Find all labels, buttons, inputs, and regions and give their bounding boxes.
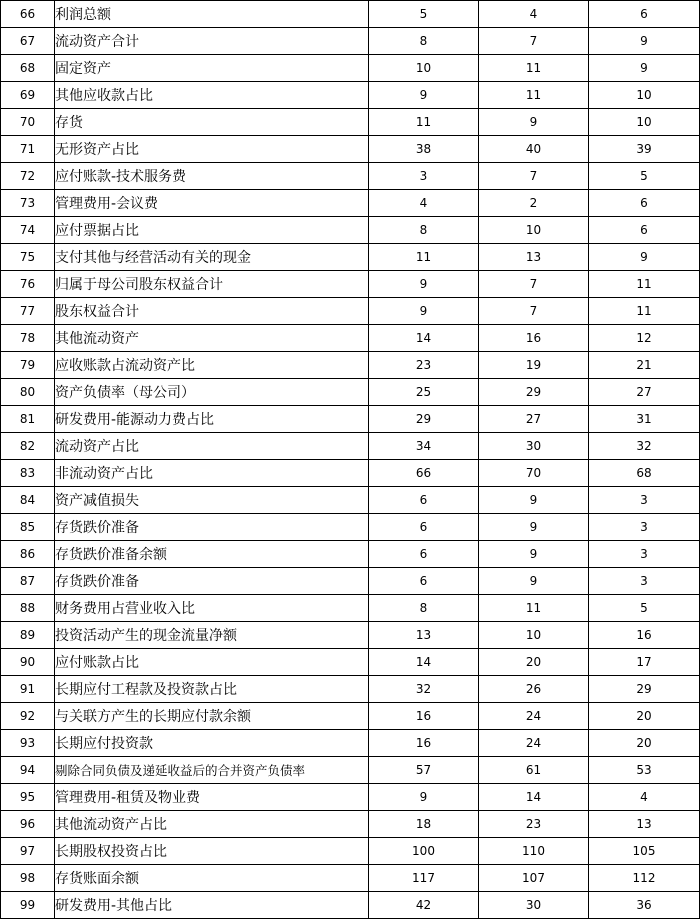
value-cell-col3: 29 xyxy=(589,676,700,703)
value-cell-col2: 110 xyxy=(479,838,589,865)
value-cell-col2: 19 xyxy=(479,352,589,379)
indicator-name-cell: 应付票据占比 xyxy=(55,217,369,244)
row-number-cell: 79 xyxy=(1,352,55,379)
value-cell-col2: 14 xyxy=(479,784,589,811)
value-cell-col2: 9 xyxy=(479,514,589,541)
table-row xyxy=(1,433,700,460)
row-number-cell: 93 xyxy=(1,730,55,757)
value-cell-col3: 9 xyxy=(589,28,700,55)
value-cell-col3: 4 xyxy=(589,784,700,811)
value-cell-col2: 7 xyxy=(479,271,589,298)
value-cell-col3: 39 xyxy=(589,136,700,163)
value-cell-col1: 25 xyxy=(369,379,479,406)
row-number-cell: 94 xyxy=(1,757,55,784)
row-number-cell: 69 xyxy=(1,82,55,109)
indicator-name-cell: 应付账款-技术服务费 xyxy=(55,163,369,190)
value-cell-col1: 4 xyxy=(369,190,479,217)
table-row xyxy=(1,352,700,379)
value-cell-col3: 16 xyxy=(589,622,700,649)
value-cell-col1: 13 xyxy=(369,622,479,649)
table-row xyxy=(1,811,700,838)
indicator-name-cell: 存货跌价准备 xyxy=(55,568,369,595)
value-cell-col1: 14 xyxy=(369,649,479,676)
value-cell-col1: 8 xyxy=(369,595,479,622)
value-cell-col2: 11 xyxy=(479,82,589,109)
table-row xyxy=(1,82,700,109)
value-cell-col2: 29 xyxy=(479,379,589,406)
table-row xyxy=(1,730,700,757)
indicator-name-cell: 投资活动产生的现金流量净额 xyxy=(55,622,369,649)
value-cell-col1: 42 xyxy=(369,892,479,919)
value-cell-col2: 9 xyxy=(479,541,589,568)
indicator-name-cell: 利润总额 xyxy=(55,1,369,28)
value-cell-col1: 32 xyxy=(369,676,479,703)
value-cell-col1: 16 xyxy=(369,703,479,730)
indicator-name-cell: 资产负债率（母公司） xyxy=(55,379,369,406)
row-number-cell: 75 xyxy=(1,244,55,271)
value-cell-col3: 32 xyxy=(589,433,700,460)
table-row xyxy=(1,487,700,514)
value-cell-col3: 10 xyxy=(589,82,700,109)
value-cell-col1: 8 xyxy=(369,28,479,55)
table-row xyxy=(1,163,700,190)
table-row xyxy=(1,244,700,271)
value-cell-col1: 14 xyxy=(369,325,479,352)
row-number-cell: 81 xyxy=(1,406,55,433)
indicator-name-cell: 资产减值损失 xyxy=(55,487,369,514)
table-row xyxy=(1,136,700,163)
indicator-name-cell: 研发费用-能源动力费占比 xyxy=(55,406,369,433)
value-cell-col1: 3 xyxy=(369,163,479,190)
indicator-name-cell: 存货跌价准备余额 xyxy=(55,541,369,568)
value-cell-col3: 3 xyxy=(589,541,700,568)
indicator-name-cell: 应付账款占比 xyxy=(55,649,369,676)
value-cell-col2: 20 xyxy=(479,649,589,676)
indicator-name-cell: 存货账面余额 xyxy=(55,865,369,892)
value-cell-col3: 20 xyxy=(589,730,700,757)
value-cell-col2: 7 xyxy=(479,163,589,190)
value-cell-col3: 5 xyxy=(589,163,700,190)
indicator-name-cell: 管理费用-租赁及物业费 xyxy=(55,784,369,811)
value-cell-col2: 24 xyxy=(479,730,589,757)
indicator-name-cell: 其他流动资产占比 xyxy=(55,811,369,838)
table-row xyxy=(1,892,700,919)
indicator-name-cell: 长期应付投资款 xyxy=(55,730,369,757)
value-cell-col1: 18 xyxy=(369,811,479,838)
table-row xyxy=(1,379,700,406)
row-number-cell: 68 xyxy=(1,55,55,82)
value-cell-col3: 9 xyxy=(589,244,700,271)
row-number-cell: 77 xyxy=(1,298,55,325)
value-cell-col2: 7 xyxy=(479,28,589,55)
row-number-cell: 84 xyxy=(1,487,55,514)
table-row xyxy=(1,676,700,703)
row-number-cell: 72 xyxy=(1,163,55,190)
indicator-name-cell: 无形资产占比 xyxy=(55,136,369,163)
row-number-cell: 73 xyxy=(1,190,55,217)
value-cell-col2: 10 xyxy=(479,217,589,244)
value-cell-col2: 9 xyxy=(479,109,589,136)
row-number-cell: 91 xyxy=(1,676,55,703)
table-row xyxy=(1,406,700,433)
value-cell-col2: 27 xyxy=(479,406,589,433)
table-row xyxy=(1,190,700,217)
value-cell-col1: 29 xyxy=(369,406,479,433)
row-number-cell: 80 xyxy=(1,379,55,406)
value-cell-col1: 57 xyxy=(369,757,479,784)
value-cell-col3: 6 xyxy=(589,1,700,28)
value-cell-col1: 16 xyxy=(369,730,479,757)
value-cell-col2: 11 xyxy=(479,595,589,622)
table-row xyxy=(1,595,700,622)
indicator-name-cell: 剔除合同负债及递延收益后的合并资产负债率 xyxy=(55,757,369,784)
table-row xyxy=(1,649,700,676)
table-row xyxy=(1,784,700,811)
value-cell-col2: 30 xyxy=(479,433,589,460)
value-cell-col1: 9 xyxy=(369,298,479,325)
value-cell-col1: 6 xyxy=(369,514,479,541)
row-number-cell: 74 xyxy=(1,217,55,244)
indicator-name-cell: 研发费用-其他占比 xyxy=(55,892,369,919)
value-cell-col1: 6 xyxy=(369,487,479,514)
value-cell-col1: 8 xyxy=(369,217,479,244)
indicator-name-cell: 流动资产合计 xyxy=(55,28,369,55)
value-cell-col2: 13 xyxy=(479,244,589,271)
value-cell-col3: 105 xyxy=(589,838,700,865)
indicator-name-cell: 存货 xyxy=(55,109,369,136)
value-cell-col2: 61 xyxy=(479,757,589,784)
value-cell-col1: 5 xyxy=(369,1,479,28)
value-cell-col1: 10 xyxy=(369,55,479,82)
row-number-cell: 82 xyxy=(1,433,55,460)
table-row xyxy=(1,757,700,784)
value-cell-col3: 10 xyxy=(589,109,700,136)
indicator-name-cell: 管理费用-会议费 xyxy=(55,190,369,217)
value-cell-col2: 107 xyxy=(479,865,589,892)
value-cell-col1: 11 xyxy=(369,244,479,271)
value-cell-col3: 9 xyxy=(589,55,700,82)
row-number-cell: 76 xyxy=(1,271,55,298)
value-cell-col3: 20 xyxy=(589,703,700,730)
value-cell-col2: 11 xyxy=(479,55,589,82)
row-number-cell: 95 xyxy=(1,784,55,811)
table-row xyxy=(1,541,700,568)
indicator-name-cell: 财务费用占营业收入比 xyxy=(55,595,369,622)
value-cell-col3: 3 xyxy=(589,568,700,595)
table-row xyxy=(1,514,700,541)
table-row xyxy=(1,622,700,649)
table-row xyxy=(1,217,700,244)
value-cell-col3: 53 xyxy=(589,757,700,784)
row-number-cell: 98 xyxy=(1,865,55,892)
value-cell-col2: 23 xyxy=(479,811,589,838)
row-number-cell: 67 xyxy=(1,28,55,55)
value-cell-col2: 30 xyxy=(479,892,589,919)
value-cell-col3: 31 xyxy=(589,406,700,433)
value-cell-col2: 40 xyxy=(479,136,589,163)
value-cell-col2: 9 xyxy=(479,568,589,595)
value-cell-col2: 7 xyxy=(479,298,589,325)
row-number-cell: 85 xyxy=(1,514,55,541)
value-cell-col3: 112 xyxy=(589,865,700,892)
table-row xyxy=(1,703,700,730)
row-number-cell: 83 xyxy=(1,460,55,487)
table-row xyxy=(1,28,700,55)
value-cell-col3: 36 xyxy=(589,892,700,919)
value-cell-col3: 12 xyxy=(589,325,700,352)
table-row xyxy=(1,568,700,595)
table-row xyxy=(1,109,700,136)
row-number-cell: 99 xyxy=(1,892,55,919)
value-cell-col1: 34 xyxy=(369,433,479,460)
value-cell-col1: 9 xyxy=(369,271,479,298)
row-number-cell: 78 xyxy=(1,325,55,352)
row-number-cell: 70 xyxy=(1,109,55,136)
table-row xyxy=(1,460,700,487)
indicator-name-cell: 应收账款占流动资产比 xyxy=(55,352,369,379)
value-cell-col2: 26 xyxy=(479,676,589,703)
value-cell-col2: 16 xyxy=(479,325,589,352)
row-number-cell: 66 xyxy=(1,1,55,28)
indicator-name-cell: 支付其他与经营活动有关的现金 xyxy=(55,244,369,271)
row-number-cell: 89 xyxy=(1,622,55,649)
value-cell-col3: 68 xyxy=(589,460,700,487)
value-cell-col3: 13 xyxy=(589,811,700,838)
value-cell-col3: 3 xyxy=(589,487,700,514)
row-number-cell: 71 xyxy=(1,136,55,163)
value-cell-col3: 5 xyxy=(589,595,700,622)
value-cell-col2: 4 xyxy=(479,1,589,28)
row-number-cell: 97 xyxy=(1,838,55,865)
value-cell-col2: 10 xyxy=(479,622,589,649)
value-cell-col3: 27 xyxy=(589,379,700,406)
value-cell-col1: 9 xyxy=(369,784,479,811)
value-cell-col3: 3 xyxy=(589,514,700,541)
indicator-name-cell: 长期股权投资占比 xyxy=(55,838,369,865)
table-body xyxy=(1,1,700,919)
row-number-cell: 86 xyxy=(1,541,55,568)
table-row xyxy=(1,838,700,865)
value-cell-col1: 38 xyxy=(369,136,479,163)
table-row xyxy=(1,55,700,82)
value-cell-col3: 6 xyxy=(589,217,700,244)
indicator-name-cell: 其他流动资产 xyxy=(55,325,369,352)
value-cell-col3: 11 xyxy=(589,271,700,298)
row-number-cell: 90 xyxy=(1,649,55,676)
table-row xyxy=(1,1,700,28)
value-cell-col2: 2 xyxy=(479,190,589,217)
value-cell-col1: 23 xyxy=(369,352,479,379)
indicator-name-cell: 固定资产 xyxy=(55,55,369,82)
value-cell-col1: 117 xyxy=(369,865,479,892)
row-number-cell: 92 xyxy=(1,703,55,730)
indicator-name-cell: 其他应收款占比 xyxy=(55,82,369,109)
table-row xyxy=(1,298,700,325)
value-cell-col3: 11 xyxy=(589,298,700,325)
value-cell-col1: 6 xyxy=(369,541,479,568)
indicator-name-cell: 存货跌价准备 xyxy=(55,514,369,541)
indicator-name-cell: 流动资产占比 xyxy=(55,433,369,460)
row-number-cell: 87 xyxy=(1,568,55,595)
value-cell-col3: 21 xyxy=(589,352,700,379)
value-cell-col1: 9 xyxy=(369,82,479,109)
value-cell-col2: 24 xyxy=(479,703,589,730)
value-cell-col3: 6 xyxy=(589,190,700,217)
value-cell-col3: 17 xyxy=(589,649,700,676)
value-cell-col2: 9 xyxy=(479,487,589,514)
value-cell-col1: 6 xyxy=(369,568,479,595)
indicator-name-cell: 股东权益合计 xyxy=(55,298,369,325)
value-cell-col2: 70 xyxy=(479,460,589,487)
value-cell-col1: 11 xyxy=(369,109,479,136)
indicator-name-cell: 与关联方产生的长期应付款余额 xyxy=(55,703,369,730)
value-cell-col1: 66 xyxy=(369,460,479,487)
table-row xyxy=(1,865,700,892)
indicator-name-cell: 长期应付工程款及投资款占比 xyxy=(55,676,369,703)
row-number-cell: 96 xyxy=(1,811,55,838)
indicator-name-cell: 非流动资产占比 xyxy=(55,460,369,487)
value-cell-col1: 100 xyxy=(369,838,479,865)
table-row xyxy=(1,325,700,352)
table-row xyxy=(1,271,700,298)
indicator-name-cell: 归属于母公司股东权益合计 xyxy=(55,271,369,298)
row-number-cell: 88 xyxy=(1,595,55,622)
